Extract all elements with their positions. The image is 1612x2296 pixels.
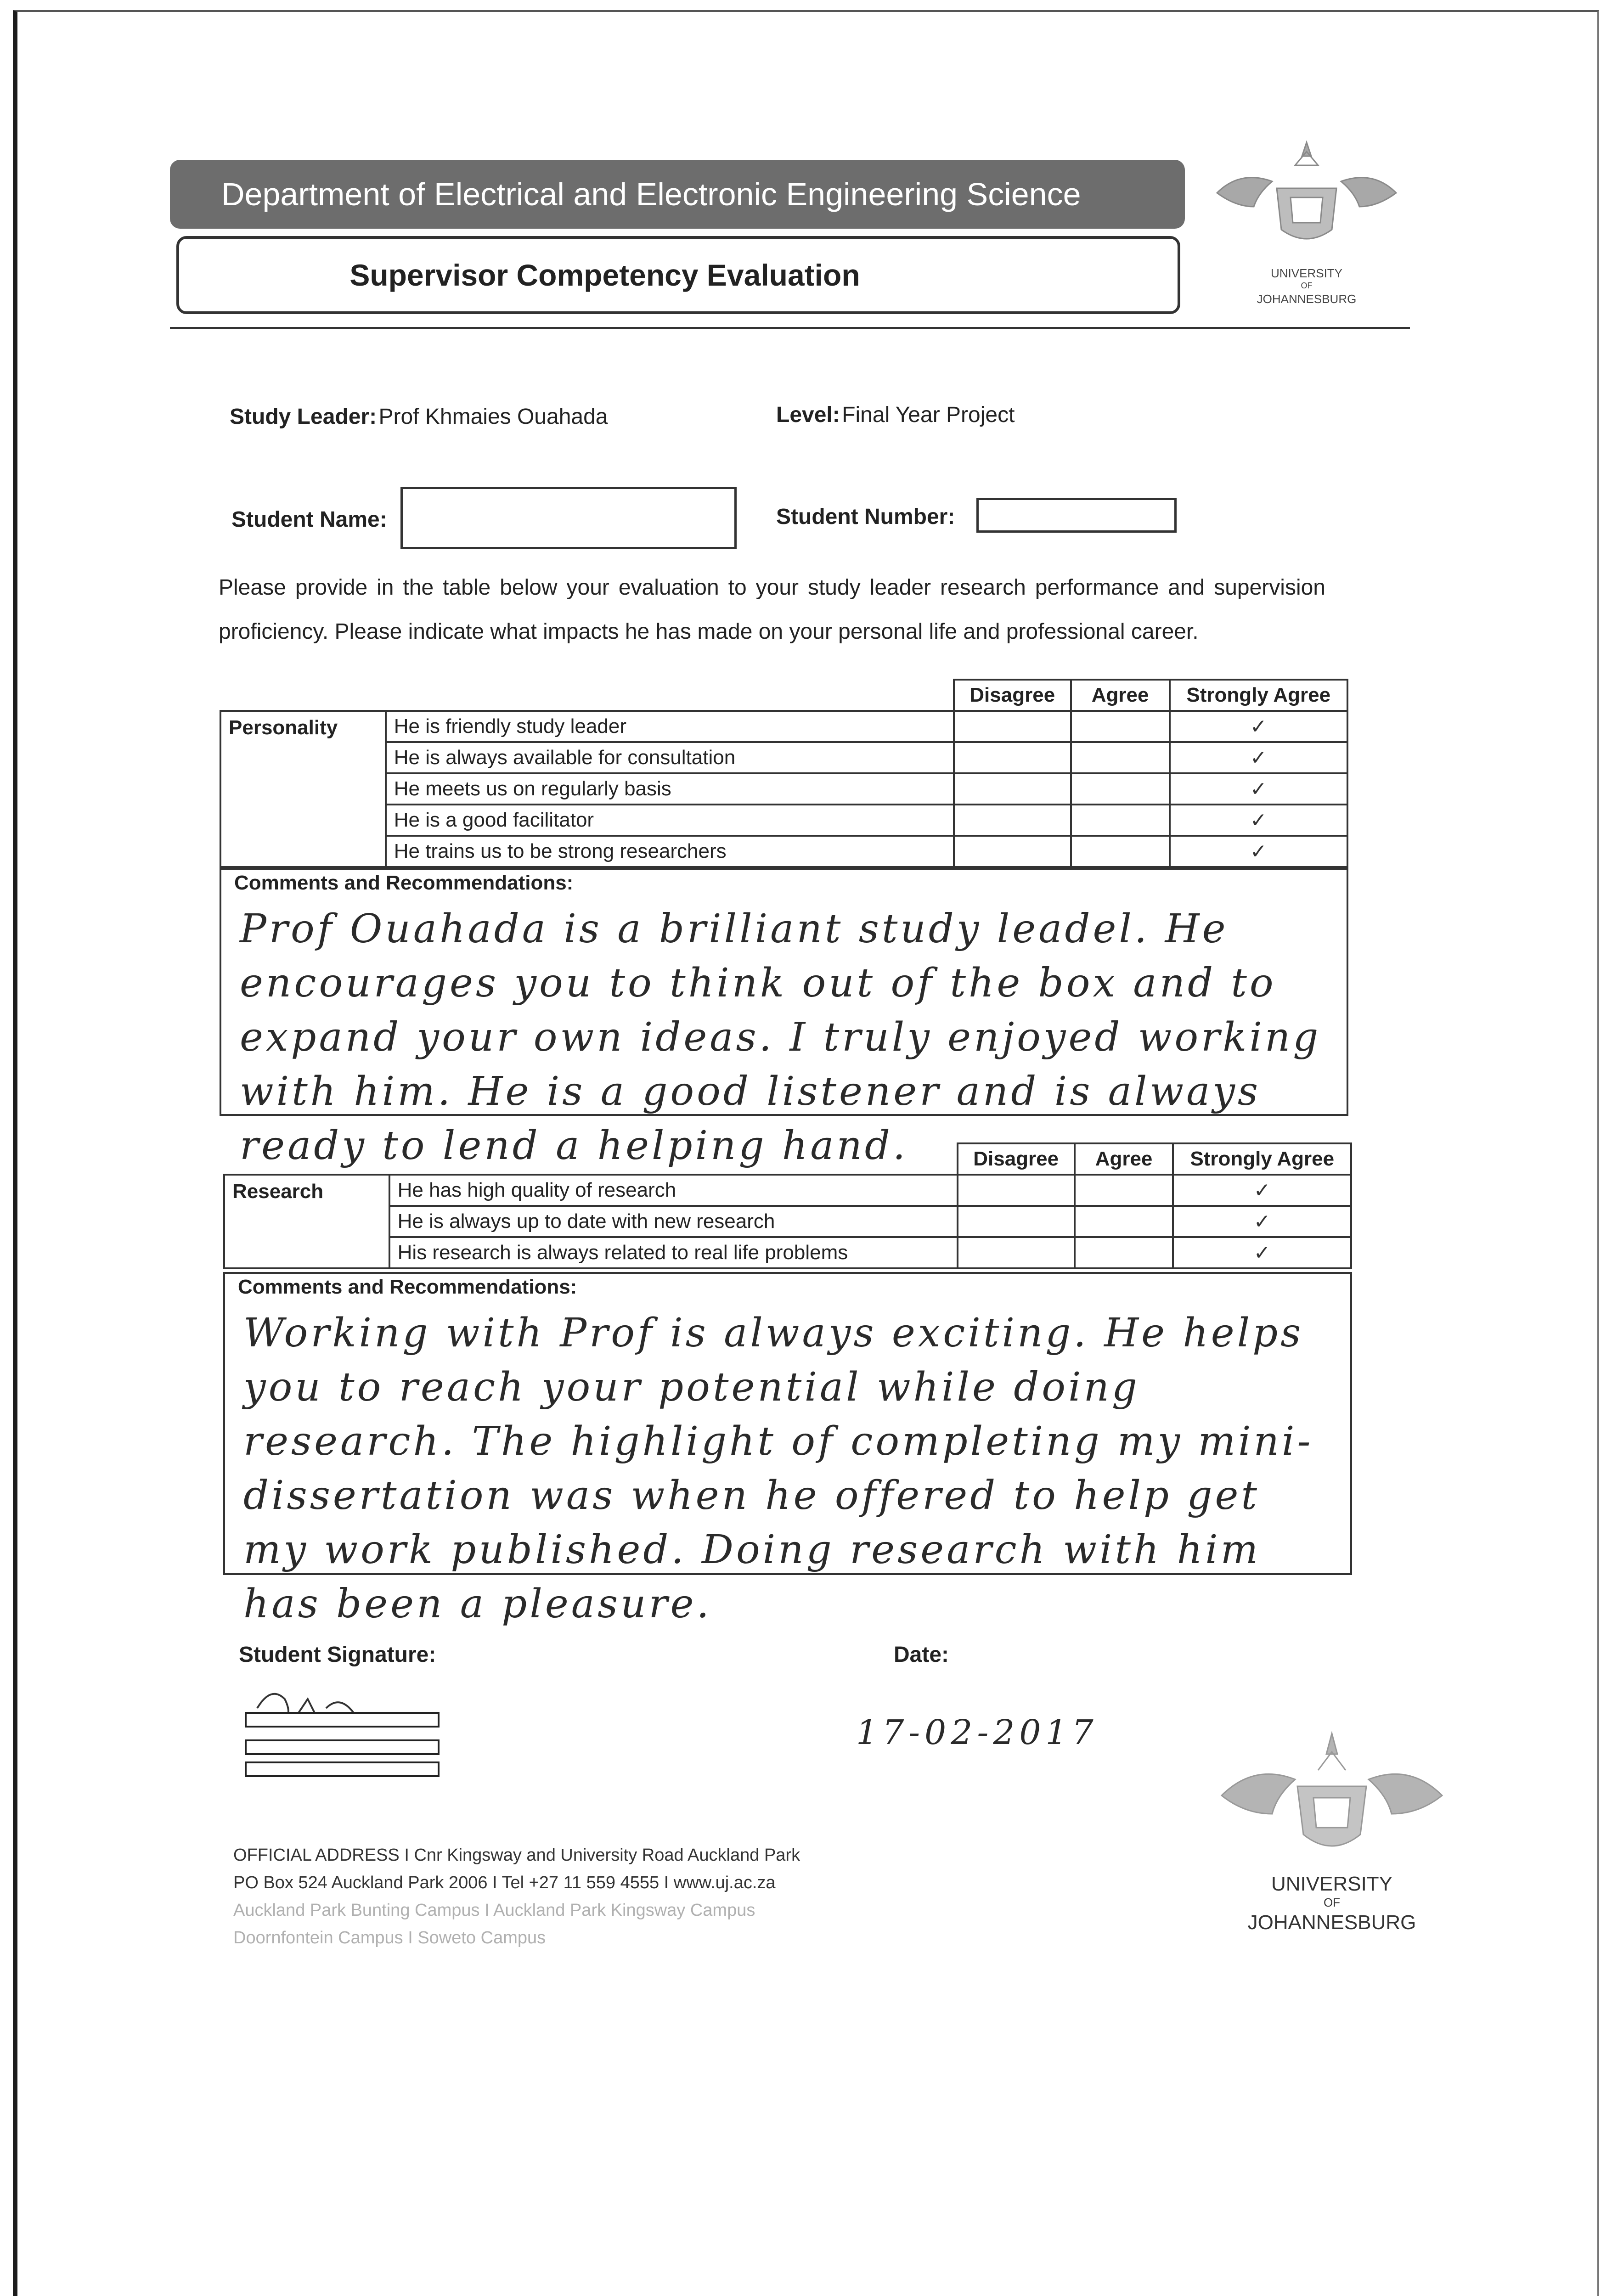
category-research: Research <box>224 1175 389 1268</box>
form-title: Supervisor Competency Evaluation <box>176 236 1180 314</box>
crest-icon <box>1212 1727 1451 1864</box>
disagree-cell[interactable] <box>954 836 1071 867</box>
strongly-agree-checkmark[interactable]: ✓ <box>1173 1175 1351 1206</box>
study-leader-value: Prof Khmaies Ouahada <box>378 405 608 429</box>
date-value: 17-02-2017 <box>856 1713 1098 1752</box>
disagree-cell[interactable] <box>958 1237 1075 1268</box>
table-row <box>220 742 1347 773</box>
official-address <box>233 1841 800 1952</box>
student-name-field[interactable] <box>400 487 737 549</box>
study-leader-row <box>230 404 608 429</box>
instructions-paragraph: Please provide in the table below your evaluation to your study leader research performance and supervision proficiency. Please indicate what impacts he has made on your personal life and professional career. <box>219 575 1325 644</box>
disagree-cell[interactable] <box>954 711 1071 742</box>
header-divider <box>170 327 1410 329</box>
address-line-4: Doornfontein Campus I Soweto Campus <box>233 1928 546 1947</box>
agree-cell[interactable] <box>1075 1237 1173 1268</box>
university-logo <box>1203 138 1410 317</box>
col-disagree: Disagree <box>958 1143 1075 1175</box>
logo-line-3: JOHANNESBURG <box>1257 292 1357 306</box>
disagree-cell[interactable] <box>954 773 1071 805</box>
statement: He is a good facilitator <box>386 805 954 836</box>
personality-table <box>220 679 1348 868</box>
statement: He trains us to be strong researchers <box>386 836 954 867</box>
disagree-cell[interactable] <box>954 805 1071 836</box>
statement: He is always available for consultation <box>386 742 954 773</box>
student-signature-label: Student Signature: <box>239 1643 436 1667</box>
statement: He meets us on regularly basis <box>386 773 954 805</box>
statement: He is friendly study leader <box>386 711 954 742</box>
agree-cell[interactable] <box>1071 836 1170 867</box>
strongly-agree-checkmark[interactable]: ✓ <box>1170 711 1348 742</box>
strongly-agree-checkmark[interactable]: ✓ <box>1170 805 1348 836</box>
table-header-row <box>224 1143 1351 1175</box>
crest-icon <box>1203 138 1410 257</box>
comments-label: Comments and Recommendations: <box>238 1276 577 1298</box>
logo-line-1: UNIVERSITY <box>1270 266 1343 280</box>
strongly-agree-checkmark[interactable]: ✓ <box>1170 836 1348 867</box>
address-line-2: PO Box 524 Auckland Park 2006 I Tel +27 11 559 4555 I www.uj.ac.za <box>233 1873 776 1892</box>
agree-cell[interactable] <box>1075 1206 1173 1237</box>
date-label: Date: <box>894 1643 949 1667</box>
statement: His research is always related to real life problems <box>389 1237 958 1268</box>
study-leader-label: Study Leader: <box>230 405 377 429</box>
personality-comments-text: Prof Ouahada is a brilliant study leadel. He encourages you to think out of the box and to expand your own ideas. I truly enjoyed working with him. He is a good listener and is always ready to lend a helping hand. <box>240 906 1321 1169</box>
university-logo-footer <box>1212 1727 1451 1947</box>
table-row <box>224 1237 1351 1268</box>
statement: He is always up to date with new research <box>389 1206 958 1237</box>
student-name-label: Student Name: <box>231 507 387 532</box>
col-strongly-agree: Strongly Agree <box>1173 1143 1351 1175</box>
comments-label: Comments and Recommendations: <box>234 872 574 894</box>
agree-cell[interactable] <box>1075 1175 1173 1206</box>
logo-line-3: JOHANNESBURG <box>1247 1911 1416 1934</box>
level-row <box>776 402 1015 428</box>
research-comments-text: Working with Prof is always exciting. He helps you to reach your potential while doing research. The highlight of completing my mini-dissertation was when he offered to help get my work published. Doing research with him has been a pleasure. <box>243 1310 1313 1627</box>
disagree-cell[interactable] <box>958 1206 1075 1237</box>
level-label: Level: <box>776 403 840 427</box>
statement: He has high quality of research <box>389 1175 958 1206</box>
disagree-cell[interactable] <box>958 1175 1075 1206</box>
address-line-1: OFFICIAL ADDRESS I Cnr Kingsway and University Road Auckland Park <box>233 1846 800 1865</box>
logo-line-2: OF <box>1301 281 1313 290</box>
table-row <box>220 836 1347 867</box>
student-number-label: Student Number: <box>776 505 955 529</box>
signature-scribble-icon <box>239 1681 450 1791</box>
col-agree: Agree <box>1075 1143 1173 1175</box>
research-table <box>223 1142 1352 1269</box>
agree-cell[interactable] <box>1071 805 1170 836</box>
strongly-agree-checkmark[interactable]: ✓ <box>1173 1237 1351 1268</box>
table-row <box>220 773 1347 805</box>
address-line-3: Auckland Park Bunting Campus I Auckland Park Kingsway Campus <box>233 1901 755 1920</box>
strongly-agree-checkmark[interactable]: ✓ <box>1173 1206 1351 1237</box>
agree-cell[interactable] <box>1071 742 1170 773</box>
table-row <box>224 1175 1351 1206</box>
col-strongly-agree: Strongly Agree <box>1170 680 1348 711</box>
col-disagree: Disagree <box>954 680 1071 711</box>
table-header-row <box>220 680 1347 711</box>
strongly-agree-checkmark[interactable]: ✓ <box>1170 773 1348 805</box>
student-number-field[interactable] <box>976 498 1177 533</box>
category-personality: Personality <box>220 711 386 867</box>
disagree-cell[interactable] <box>954 742 1071 773</box>
logo-line-1: UNIVERSITY <box>1271 1873 1393 1895</box>
agree-cell[interactable] <box>1071 711 1170 742</box>
level-value: Final Year Project <box>842 403 1015 427</box>
table-row <box>224 1206 1351 1237</box>
logo-line-2: OF <box>1323 1896 1341 1909</box>
table-row <box>220 805 1347 836</box>
signature-redacted <box>239 1681 450 1791</box>
strongly-agree-checkmark[interactable]: ✓ <box>1170 742 1348 773</box>
department-header: Department of Electrical and Electronic Engineering Science <box>170 160 1185 229</box>
table-row <box>220 711 1347 742</box>
research-comments-box[interactable] <box>223 1272 1352 1627</box>
col-agree: Agree <box>1071 680 1170 711</box>
agree-cell[interactable] <box>1071 773 1170 805</box>
